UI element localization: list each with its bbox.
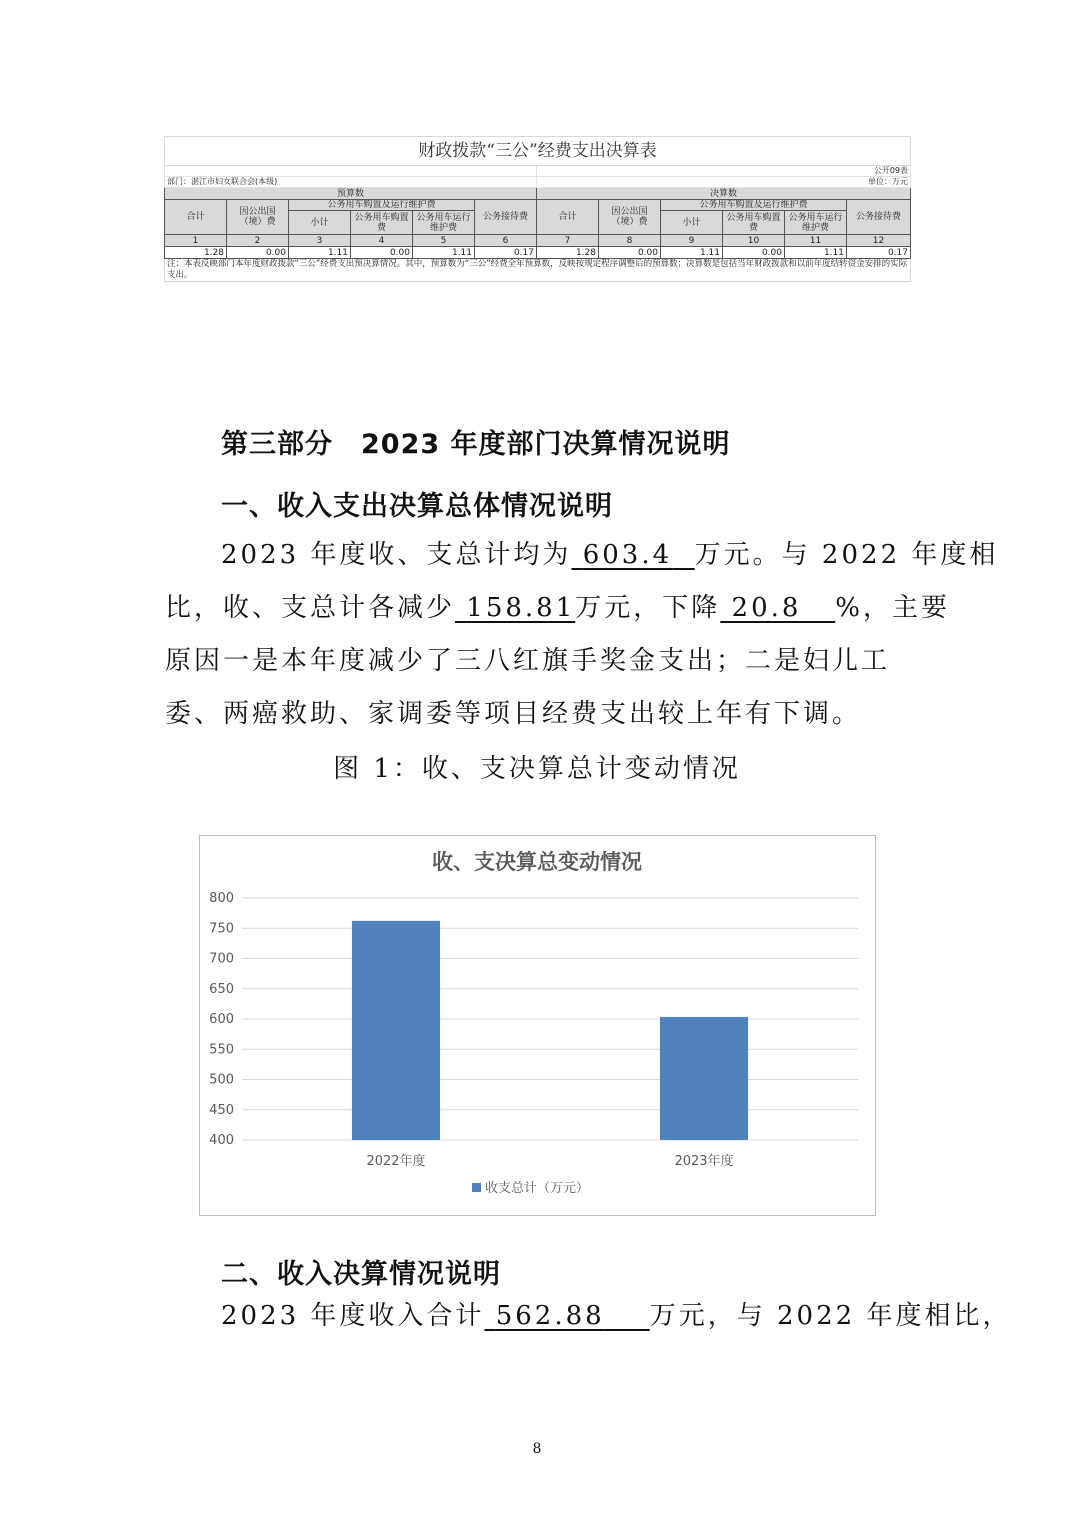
col-car-purchase: 公务用车购置费 xyxy=(351,211,413,235)
col-number: 4 xyxy=(351,235,413,247)
y-tick-label: 700 xyxy=(209,951,234,967)
col-number: 7 xyxy=(537,235,599,247)
col-car-group: 公务用车购置及运行维护费 xyxy=(289,200,475,211)
col-number: 10 xyxy=(723,235,785,247)
col-abroad: 因公出国（境）费 xyxy=(227,200,289,235)
x-tick-label: 2023年度 xyxy=(674,1154,734,1169)
table-cell: 1.11 xyxy=(661,247,723,259)
table-cell: 0.17 xyxy=(847,247,911,259)
col-number: 3 xyxy=(289,235,351,247)
col-number: 2 xyxy=(227,235,289,247)
budget-group-header: 预算数 xyxy=(165,188,537,200)
paragraph-1-line-3: 原因一是本年度减少了三八红旗手奖金支出；二是妇儿工 xyxy=(165,646,891,676)
y-tick-label: 400 xyxy=(209,1133,234,1148)
col-reception: 公务接待费 xyxy=(847,200,911,235)
form-number: 公开09表 xyxy=(537,166,911,177)
y-tick-label: 600 xyxy=(209,1012,234,1027)
decrease-percent: 20.8 xyxy=(731,593,802,623)
section-title: 第三部分 2023 年度部门决算情况说明 xyxy=(221,429,731,460)
y-tick-label: 550 xyxy=(209,1042,234,1058)
department-label: 部门：湛江市妇女联合会(本级) xyxy=(165,177,537,188)
table-cell: 0.00 xyxy=(599,247,661,259)
legend-label: 收支总计（万元） xyxy=(485,1181,590,1196)
col-reception: 公务接待费 xyxy=(475,200,537,235)
final-group-header: 决算数 xyxy=(537,188,911,200)
paragraph-1-line-1: 2023 年度收、支总计均为 603.4 万元。与 2022 年度相 xyxy=(221,540,999,570)
decrease-value: 158.81 xyxy=(466,593,576,623)
col-number: 6 xyxy=(475,235,537,247)
paragraph-2-line-1: 2023 年度收入合计 562.88 万元，与 2022 年度相比， xyxy=(221,1301,1012,1331)
y-tick-label: 650 xyxy=(209,981,234,997)
col-car-purchase: 公务用车购置费 xyxy=(723,211,785,235)
three-public-expense-table xyxy=(164,136,910,292)
table-note: 注：本表反映部门本年度财政拨款“三公”经费支出预决算情况。其中，预算数为“三公”经费全年预算数，反映按规定程序调整后的预算数；决算数是包括当年财政拨款和以前年度结转资金安排的实际支出。 xyxy=(165,259,911,282)
paragraph-1-line-4: 委、两癌救助、家调委等项目经费支出较上年有下调。 xyxy=(165,699,862,729)
table-cell: 0.00 xyxy=(351,247,413,259)
figure-caption: 图 1：收、支决算总计变动情况 xyxy=(333,754,741,784)
table-cell: 1.28 xyxy=(165,247,227,259)
chart-title: 收、支决算总变动情况 xyxy=(432,850,642,874)
table-cell: 0.00 xyxy=(227,247,289,259)
total-value: 603.4 xyxy=(582,540,673,570)
table-cell: 0.17 xyxy=(475,247,537,259)
table-cell: 1.11 xyxy=(413,247,475,259)
subsection-title-1: 一、收入支出决算总体情况说明 xyxy=(221,491,613,522)
col-total: 合计 xyxy=(165,200,227,235)
y-tick-label: 750 xyxy=(209,921,234,937)
col-number: 5 xyxy=(413,235,475,247)
table-cell: 1.28 xyxy=(537,247,599,259)
unit-label: 单位：万元 xyxy=(537,177,911,188)
col-number: 8 xyxy=(599,235,661,247)
col-subtotal: 小计 xyxy=(661,211,723,235)
col-number: 1 xyxy=(165,235,227,247)
col-car-run: 公务用车运行维护费 xyxy=(785,211,847,235)
table-cell: 0.00 xyxy=(723,247,785,259)
col-number: 11 xyxy=(785,235,847,247)
y-tick-label: 800 xyxy=(209,891,234,906)
paragraph-1-line-2: 比，收、支总计各减少 158.81万元，下降 20.8 %，主要 xyxy=(165,593,950,623)
finance-table xyxy=(164,136,911,282)
x-tick-label: 2022年度 xyxy=(366,1154,426,1169)
col-car-group: 公务用车购置及运行维护费 xyxy=(661,200,847,211)
col-number: 9 xyxy=(661,235,723,247)
col-car-run: 公务用车运行维护费 xyxy=(413,211,475,235)
table-title: 财政拨款“三公”经费支出决算表 xyxy=(165,137,911,166)
page-number: 8 xyxy=(532,1441,542,1457)
col-abroad: 因公出国（境）费 xyxy=(599,200,661,235)
bar-chart-svg xyxy=(200,836,875,1215)
bar-chart xyxy=(199,835,876,1216)
bar xyxy=(352,921,440,1140)
table-cell: 1.11 xyxy=(785,247,847,259)
bar xyxy=(660,1017,748,1140)
col-total: 合计 xyxy=(537,200,599,235)
col-number: 12 xyxy=(847,235,911,247)
col-subtotal: 小计 xyxy=(289,211,351,235)
y-tick-label: 450 xyxy=(209,1102,234,1118)
table-cell: 1.11 xyxy=(289,247,351,259)
y-tick-label: 500 xyxy=(209,1072,234,1088)
legend-swatch xyxy=(472,1183,481,1192)
subsection-title-2: 二、收入决算情况说明 xyxy=(221,1259,501,1290)
income-value: 562.88 xyxy=(495,1301,605,1331)
